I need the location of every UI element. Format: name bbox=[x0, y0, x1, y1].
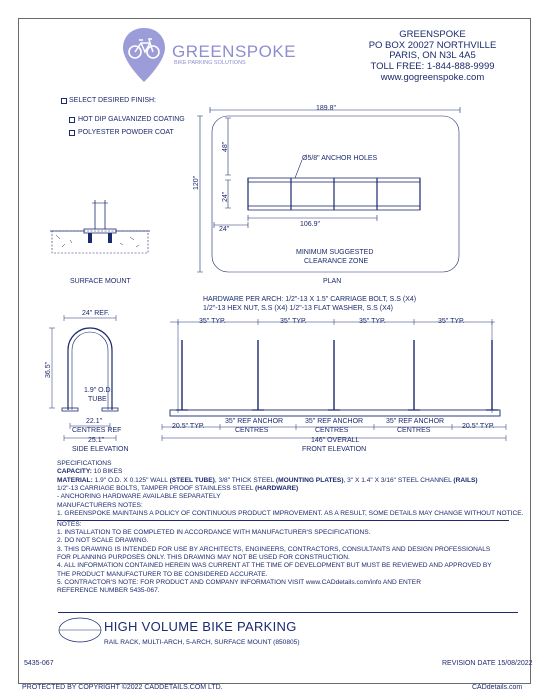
logo-pin-icon bbox=[120, 26, 168, 84]
spacing-label: 35" TYP. bbox=[359, 318, 386, 325]
end-offset-right: 20.5" TYP. bbox=[462, 423, 495, 430]
notes-heading: NOTES: bbox=[57, 520, 82, 528]
spacing-label: 35" TYP. bbox=[199, 318, 226, 325]
anchor-ref-centres: CENTRES bbox=[315, 427, 349, 434]
finish-option-powder-coat: POLYESTER POWDER COAT bbox=[78, 129, 174, 136]
plan-offset-left: 24" bbox=[219, 226, 230, 233]
galvanized-checkbox[interactable] bbox=[69, 117, 75, 123]
anchor-holes-label: Ø5/8" ANCHOR HOLES bbox=[302, 155, 378, 162]
hardware-line-1: HARDWARE PER ARCH: 1/2"-13 X 1.5" CARRIAGE BOLT, S.S (X4) bbox=[203, 296, 417, 303]
material-line: MATERIAL: 1.9" O.D. X 0.125" WALL (STEEL TUBE), 3/8" THICK STEEL (MOUNTING PLATES), 3" X 1.4" X 3/16" STEEL CHANNEL (RAILS) bbox=[57, 476, 478, 484]
drawing-subtitle: RAIL RACK, MULTI-ARCH, 5-ARCH, SURFACE MOUNT (850805) bbox=[104, 639, 300, 646]
surface-mount-detail bbox=[50, 195, 150, 255]
finish-option-galvanized: HOT DIP GALVANIZED COATING bbox=[78, 116, 185, 123]
anchor-ref-label: 35" REF ANCHOR bbox=[225, 418, 284, 425]
side-base-width: 25.1" bbox=[88, 437, 105, 444]
anchor-ref-centres: CENTRES bbox=[235, 427, 269, 434]
anchoring-note: - ANCHORING HARDWARE AVAILABLE SEPARATELY bbox=[57, 493, 221, 501]
specifications-block bbox=[57, 460, 524, 596]
plan-overall-width: 189.8" bbox=[316, 105, 337, 112]
side-ref-width: 24" REF. bbox=[82, 310, 110, 317]
powder-coat-checkbox[interactable] bbox=[69, 130, 75, 136]
spacing-label: 35" TYP. bbox=[280, 318, 307, 325]
end-offset-left: 20.5" TYP. bbox=[172, 423, 205, 430]
finish-heading-checkbox[interactable] bbox=[61, 98, 67, 104]
note-item: FOR PLANNING PURPOSES ONLY. THIS DRAWING MAY NOT BE USED FOR CONSTRUCTION. bbox=[57, 553, 350, 561]
centres-label-1: 22.1" bbox=[86, 418, 103, 425]
copyright-notice: PROTECTED BY COPYRIGHT ©2022 CADDETAILS.COM LTD. bbox=[22, 684, 223, 691]
address-line: TOLL FREE: 1-844-888-9999 bbox=[370, 60, 495, 72]
clearance-label-1: MINIMUM SUGGESTED bbox=[296, 249, 374, 256]
material-line-2: 1/2"-13 CARRIAGE BOLTS, TAMPER PROOF STAINLESS STEEL (HARDWARE) bbox=[57, 485, 299, 493]
note-item: THE PRODUCT MANUFACTURER TO BE CONSIDERED ACCURATE. bbox=[57, 570, 268, 578]
logo-name: GREENSPOKE bbox=[172, 42, 297, 61]
side-elevation-caption: SIDE ELEVATION bbox=[72, 446, 129, 453]
anchor-ref-centres: CENTRES bbox=[397, 427, 431, 434]
manufacturer-notes-heading: MANUFACTURERS NOTES: bbox=[57, 501, 143, 509]
note-item: 3. THIS DRAWING IS INTENDED FOR USE BY ARCHITECTS, ENGINEERS, CONTRACTORS, CONSULTANTS AND DESIGN PROFESSIONALS bbox=[57, 545, 491, 553]
drawing-title: HIGH VOLUME BIKE PARKING bbox=[104, 619, 297, 634]
title-block-divider bbox=[58, 612, 518, 613]
plan-caption: PLAN bbox=[323, 278, 342, 285]
anchor-ref-label: 35" REF ANCHOR bbox=[305, 418, 364, 425]
company-address bbox=[345, 30, 520, 83]
surface-mount-caption: SURFACE MOUNT bbox=[70, 278, 131, 285]
caddetails-link[interactable]: CADdetails.com bbox=[472, 684, 523, 691]
plan-depth: 48" bbox=[222, 141, 229, 152]
plan-height: 120" bbox=[193, 175, 200, 190]
title-ellipse-icon bbox=[57, 616, 103, 644]
capacity-line: CAPACITY: 10 BIKES bbox=[57, 468, 123, 476]
address-line: PARIS, ON N3L 4A5 bbox=[389, 50, 476, 62]
address-line: PO BOX 20027 NORTHVILLE bbox=[368, 39, 497, 51]
hardware-line-2: 1/2"-13 HEX NUT, S.S (X4) 1/2"-13 FLAT WASHER, S.S (X4) bbox=[203, 305, 394, 312]
note-item: REFERENCE NUMBER 5435-067. bbox=[57, 587, 160, 595]
plan-rack-depth: 24" bbox=[222, 191, 229, 202]
website-link[interactable]: www.gogreenspoke.com bbox=[380, 71, 485, 83]
note-item: 2. DO NOT SCALE DRAWING. bbox=[57, 537, 149, 545]
tube-label-1: 1.9" O.D. bbox=[84, 387, 113, 394]
drawing-number: 5435-067 bbox=[24, 660, 54, 667]
centres-label-2: CENTRES REF bbox=[72, 427, 122, 434]
finish-heading: SELECT DESIRED FINISH: bbox=[69, 97, 157, 104]
plan-rack-length: 106.9" bbox=[300, 221, 321, 228]
spacing-label: 35" TYP. bbox=[438, 318, 465, 325]
note-item: 1. INSTALLATION TO BE COMPLETED IN ACCORDANCE WITH MANUFACTURER'S SPECIFICATIONS. bbox=[57, 528, 371, 536]
front-overall: 146" OVERALL bbox=[311, 437, 360, 444]
clearance-label-2: CLEARANCE ZONE bbox=[304, 258, 369, 265]
tube-label-2: TUBE bbox=[88, 396, 107, 403]
note-item: 4. ALL INFORMATION CONTAINED HEREIN WAS CURRENT AT THE TIME OF DEVELOPMENT BUT MUST BE REVIEWED AND APPROVED BY bbox=[57, 562, 492, 570]
front-elevation-caption: FRONT ELEVATION bbox=[302, 446, 367, 453]
revision-date: REVISION DATE 15/08/2022 bbox=[442, 660, 533, 667]
note-item: 5. CONTRACTOR'S NOTE: FOR PRODUCT AND COMPANY INFORMATION VISIT www.CADdetails.com/info AND ENTER bbox=[57, 579, 421, 587]
logo-tagline: BIKE PARKING SOLUTIONS bbox=[174, 60, 246, 66]
anchor-ref-label: 35" REF ANCHOR bbox=[386, 418, 445, 425]
specifications-heading: SPECIFICATIONS bbox=[57, 460, 112, 467]
side-height: 36.5" bbox=[45, 361, 52, 378]
manufacturer-note: 1. GREENSPOKE MAINTAINS A POLICY OF CONTINUOUS PRODUCT IMPROVEMENT. AS A RESULT, SOME DETAILS MAY CHANGE WITHOUT NOTICE. bbox=[57, 510, 524, 518]
address-line: GREENSPOKE bbox=[399, 29, 466, 40]
